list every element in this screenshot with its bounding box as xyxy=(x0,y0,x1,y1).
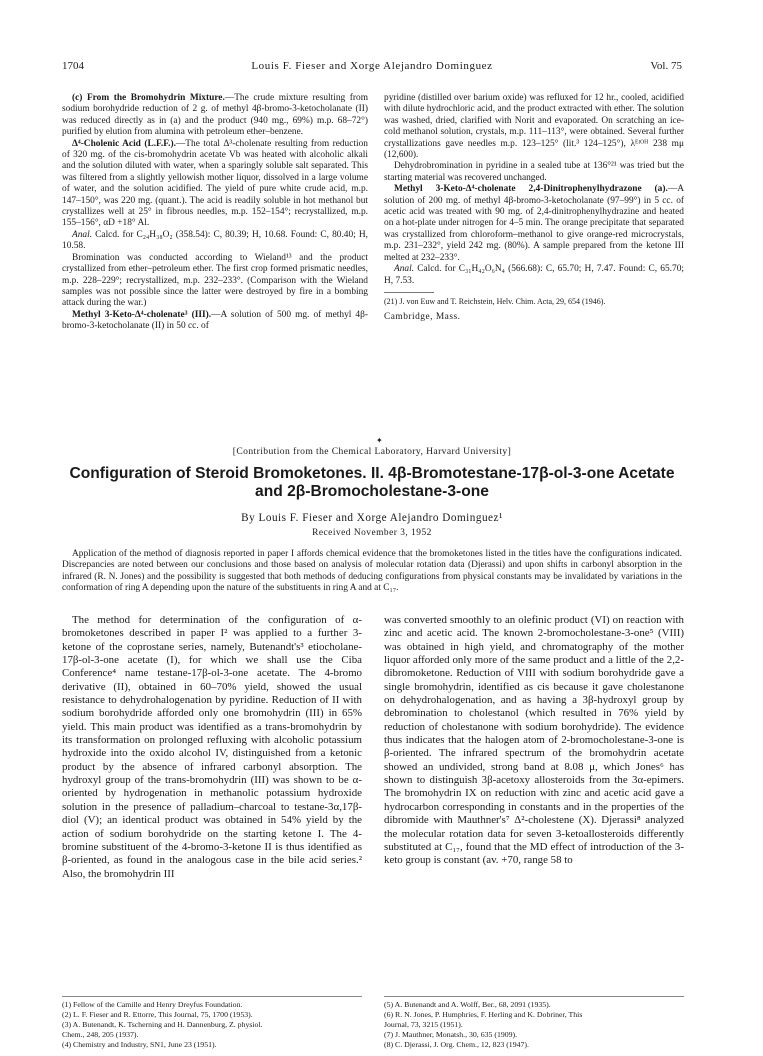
body-left-column xyxy=(62,614,362,881)
contribution-line: [Contribution from the Chemical Laboratory, Harvard University] xyxy=(232,446,512,457)
paragraph xyxy=(62,139,368,230)
body-paragraph: The method for determination of the configuration of α-bromoketones described in paper I² was applied to a further 3-ketone of the coprostane series, namely, Butenandt's³ etiocholane-17β-ol-3-one acetate (I), for which we shall use the Ciba Conference⁴ name testane-17β-ol-3-one acetate. The 4-bromo derivative (II), obtained in 60–70% yield, showed the usual resistance to dehydrohalogenation by pyridine. Reduction of II with sodium borohydride afforded only one bromohydrin (III) in 65% yield. This main product was identified as a trans-bromohydrin by its transformation on prolonged refluxing with alcoholic potassium hydroxide into the oxido alcohol IV, distinguished from a ketonic product by the absence of infrared carbonyl absorption. The hydroxyl group of the trans-bromohydrin (III) was shown to be α-oriented by hydrogenation in methanolic potassium hydroxide solution in the presence of palladium–charcoal to testane-3α,17β-diol (V); an identical product was obtained in 54% yield by the action of sodium borohydride on the starting ketone I. The 4-bromine substituent of the 4-bromo-3-ketone II is thus identified as β-oriented, as found in the analogous case in the bile acid series.² Also, the bromohydrin III xyxy=(62,614,362,880)
paragraph xyxy=(62,230,368,253)
article-title xyxy=(62,465,682,501)
footnote: (8) C. Djerassi, J. Org. Chem., 12, 823 (1947). xyxy=(384,1040,529,1049)
experimental-left-column xyxy=(62,93,368,333)
title-line-1: Configuration of Steroid Bromoketones. II. 4β-Bromotestane-17β-ol-3-one Acetate xyxy=(69,465,675,482)
paragraph-text: Bromination was conducted according to Wieland¹³ and the product crystallized from ether–petroleum ether. The first crop formed prismatic needles, m.p. 228–229°; recrystallized, m.p. 232–233°. (Comparison with the Wieland samples was not possible since the latter were destroyed by fire in a bombing attack during the war.) xyxy=(62,252,368,309)
footnote: (4) Chemistry and Industry, SN1, June 23 (1951). xyxy=(62,1040,217,1049)
footnote-divider xyxy=(384,292,434,293)
paragraph xyxy=(384,93,684,161)
footnote: Journal, 73, 3215 (1951). xyxy=(384,1020,463,1029)
footnote: Chem., 248, 205 (1937). xyxy=(62,1030,139,1039)
footnote: (2) L. F. Fieser and R. Ettorre, This Journal, 75, 1700 (1953). xyxy=(62,1010,253,1019)
abstract: Application of the method of diagnosis reported in paper I affords chemical evidence that the bromoketones listed in the titles have the configurations indicated. Discrepancies are noted between our conclusions and those based on analysis of molecular rotation data (Djerassi) and upon shifts in carbonyl absorption in the infrared (R. N. Jones) and the possibility is suggested that both methods of deducing configurations from physical constants may be invalidated by variations in the conformation of ring A depending upon the nature of the substituents in ring A and at C₁₇. xyxy=(62,549,682,593)
paragraph-text: Calcd. for C₂₄H₃₈O₂ (358.54): C, 80.39; H, 10.68. Found: C, 80.40; H, 10.58. xyxy=(62,229,368,252)
title-line-2: and 2β-Bromocholestane-3-one xyxy=(255,483,489,500)
footnote: (6) R. N. Jones, P. Humphries, F. Herling and K. Dobriner, This xyxy=(384,1010,583,1019)
paragraph-heading: (c) From the Bromohydrin Mixture. xyxy=(72,93,225,103)
paragraph xyxy=(62,310,368,333)
footnote: (1) Fellow of the Camille and Henry Dreyfus Foundation. xyxy=(62,1000,243,1009)
author-line: By Louis F. Fieser and Xorge Alejandro Dominguez¹ xyxy=(241,512,503,524)
place-of-origin: Cambridge, Mass. xyxy=(384,311,461,322)
paragraph-heading: Δ⁴-Cholenic Acid (L.F.F.). xyxy=(72,138,176,149)
page-number: 1704 xyxy=(62,60,84,72)
paragraph-text: —The total Δ³-cholenate resulting from reduction of 320 mg. of the cis-bromohydrin acetate Vb was heated with alcoholic alkali and the solution diluted with water, when a sparingly soluble salt separated. This was filtered from a slightly yellowish mother liquor, dissolved in a large volume of water, and the solution acidified. The yield of pure white crude acid, m.p. 147–150°, was 220 mg. (quant.). The acid is readily soluble in hot methanol but crystallizes well at 25° in fibrous needles, m.p. 152–154°; recrystallized, m.p. 155–156°, αD +18° Al. xyxy=(62,138,368,229)
paragraph-heading: Methyl 3-Keto-Δ⁴-cholenate³ (III). xyxy=(72,309,212,320)
running-title: Louis F. Fieser and Xorge Alejandro Dominguez xyxy=(251,60,493,72)
footnote: (3) A. Butenandt, K. Tscherning and H. Dannenburg, Z. physiol. xyxy=(62,1020,263,1029)
footnote: (5) A. Butenandt and A. Wolff, Ber., 68, 2091 (1935). xyxy=(384,1000,551,1009)
paragraph xyxy=(384,161,684,184)
paragraph xyxy=(384,184,684,264)
paragraph-text: pyridine (distilled over barium oxide) was refluxed for 12 hr., cooled, acidified with dilute hydrochloric acid, and the product extracted with ether. The solution was washed, dried, clarified with Norit and evaporated. On scratching an ice-cold methanol solution, crystals, m.p. 111–113°, were obtained. Several further crystallizations gave needles m.p. 123–125° (lit.³ 124–125°), λᴱᵗᴼᴴ 238 mμ (12,600). xyxy=(384,93,684,161)
body-paragraph: was converted smoothly to an olefinic product (VI) on reaction with zinc and acetic acid. The known 2-bromocholestane-3-one⁵ (VIII) was obtained in high yield, and chromatography of the mother liquor afforded only more of the same product and a little of the 2,2-dibromoketone. Reduction of VIII with sodium borohydride gave a single bromohydrin, identified as cis because it gave cholestanone on dehydrohalogenation, and as having a 3β-hydroxyl group by debromination to cholestanol (which resulted in 76% yield by reduction of cholestanone with sodium borohydride). The evidence thus indicates that the halogen atom of 2-bromocholestane-3-one is β-oriented. The infrared spectrum of the bromohydrin acetate showed an undivided, strong band at 8.08 μ, which Jones⁶ has shown to distinguish 3β-acetoxy allosteroids from the 3α-epimers. The bromohydrin IX on reduction with zinc and acetic acid gave a hydrocarbon corresponding in constants and in the properties of the dibromide with Mauthner's⁷ Δ²-cholestene (X). Djerassi⁸ analyzed the molecular rotation data for seven 3-ketoallosteroids differently substituted at C₁₇, found that the MD effect of introduction of the 3-keto group is constant (av. +70, range 58 to xyxy=(384,614,684,867)
running-header xyxy=(62,60,682,76)
received-date: Received November 3, 1952 xyxy=(312,528,432,538)
paragraph xyxy=(62,253,368,310)
paragraph xyxy=(384,264,684,287)
volume-label: Vol. 75 xyxy=(650,60,682,72)
footnote-21: (21) J. von Euw and T. Reichstein, Helv. Chim. Acta, 29, 654 (1946). xyxy=(384,296,606,306)
body-right-column xyxy=(384,614,684,868)
footnotes-left xyxy=(62,996,362,1050)
paragraph-text: Calcd. for C₃₁H₄₂O₆N₄ (566.68): C, 65.70; H, 7.47. Found: C, 65.70; H, 7.53. xyxy=(384,264,684,286)
paragraph-text: —A solution of 500 mg. of methyl 4β-bromo-3-ketocholanate (II) in 50 cc. of xyxy=(62,309,368,332)
paragraph-heading: Methyl 3-Keto-Δ⁴-cholenate 2,4-Dinitrophenylhydrazone (a). xyxy=(394,184,668,195)
footnote: (7) J. Mauthner, Monatsh., 30, 635 (1909). xyxy=(384,1030,518,1039)
paragraph-text: Dehydrobromination in pyridine in a sealed tube at 136°²¹ was tried but the starting material was recovered unchanged. xyxy=(384,161,684,183)
paragraph-heading: Anal. xyxy=(72,229,93,240)
paragraph-text: —The crude mixture resulting from sodium borohydride reduction of 2 g. of methyl 4β-bromo-3-ketocholanate (II) was reduced directly as in (a) and the product (940 mg., 69%) m.p. 68–72°) purified by elution from alumina with petroleum ether–benzene. xyxy=(62,93,368,138)
experimental-right-column xyxy=(384,93,684,323)
paragraph xyxy=(62,93,368,139)
footnotes-right xyxy=(384,996,684,1050)
paragraph-text: —A solution of 200 mg. of methyl 4β-bromo-3-ketocholanate (97–99°) in 5 cc. of acetic acid was treated with 90 mg. of 2,4-dinitrophenylhydrazine and heated on a hot-plate under nitrogen for 4–5 min. The orange precipitate that separated was crystallized from chloroform–methanol to give orange-red microcrystals, m.p. 231–232°, yield 242 mg. (80%). A sample prepared from the ketone III melted at 232–233°. xyxy=(384,184,684,263)
section-ornament: ✦ xyxy=(376,436,383,445)
paragraph-heading: Anal. xyxy=(394,264,415,275)
